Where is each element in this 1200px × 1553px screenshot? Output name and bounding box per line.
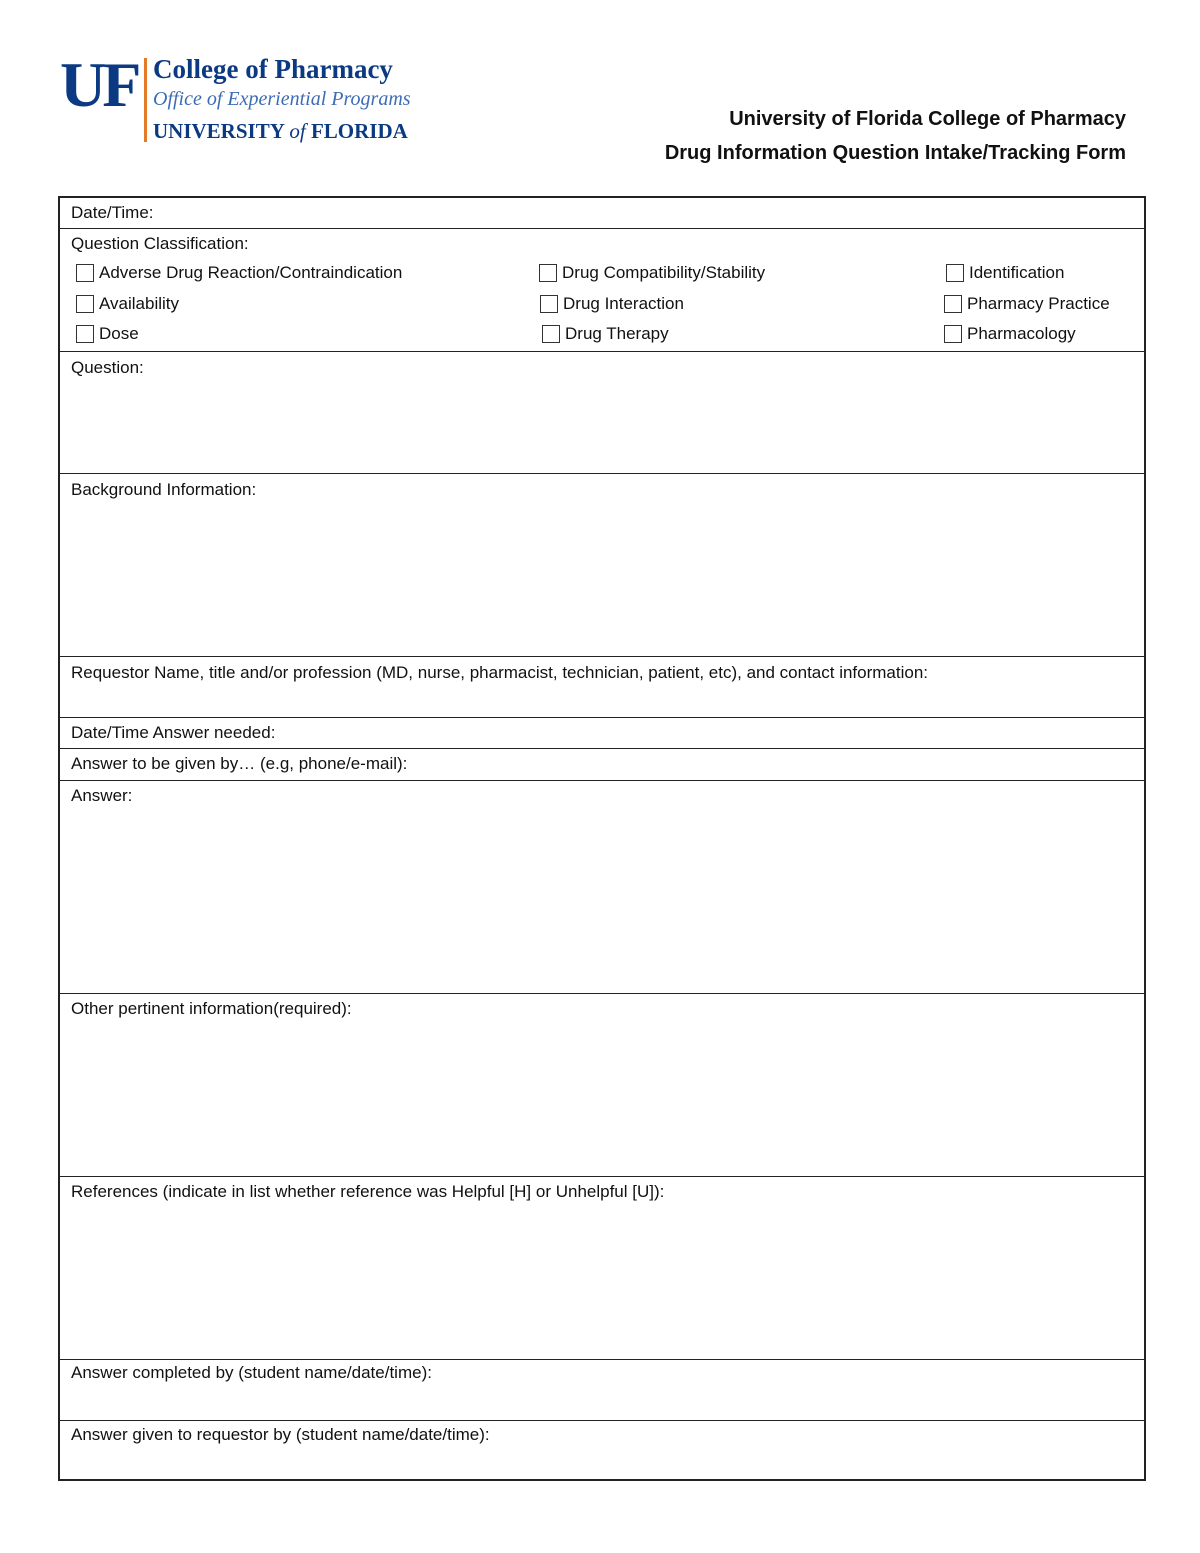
checkbox-box[interactable] [76, 295, 94, 313]
answer-method-field[interactable] [60, 749, 1144, 781]
question-field[interactable] [60, 352, 1144, 474]
uf-logo-mark: UF [60, 49, 138, 120]
references-field[interactable] [60, 1177, 1144, 1360]
header-institution-title: University of Florida College of Pharmacy [729, 108, 1126, 130]
checkbox-identification[interactable] [946, 262, 1064, 284]
checkbox-box[interactable] [76, 264, 94, 282]
checkbox-drug-compatibility[interactable] [539, 262, 765, 284]
given-by-field[interactable] [60, 1421, 1144, 1479]
checkbox-box[interactable] [539, 264, 557, 282]
checkbox-drug-therapy[interactable] [542, 323, 669, 345]
header-form-title: Drug Information Question Intake/Tracking Form [664, 142, 1126, 164]
checkbox-box[interactable] [76, 325, 94, 343]
question-label: Question: [71, 358, 144, 377]
date-time-needed-label: Date/Time Answer needed: [71, 723, 276, 742]
logo-university-name: UNIVERSITY of FLORIDA [153, 119, 408, 143]
logo-divider [144, 58, 147, 142]
question-classification-section [60, 229, 1144, 352]
checkbox-label: Availability [99, 294, 180, 313]
checkbox-box[interactable] [540, 295, 558, 313]
requestor-field[interactable] [60, 657, 1144, 718]
date-time-field[interactable] [60, 198, 1144, 229]
checkbox-box[interactable] [542, 325, 560, 343]
checkbox-label: Identification [969, 263, 1065, 282]
checkbox-dose[interactable] [76, 323, 139, 345]
logo-college-name: College of Pharmacy [153, 54, 393, 84]
answer-label: Answer: [71, 786, 133, 805]
checkbox-label: Drug Interaction [563, 294, 684, 313]
form-header [665, 102, 1126, 170]
checkbox-adverse-drug-reaction[interactable] [76, 262, 402, 284]
answer-method-label: Answer to be given by… (e.g, phone/e-mail): [71, 754, 408, 773]
intake-form [58, 196, 1146, 1481]
checkbox-box[interactable] [944, 295, 962, 313]
checkbox-label: Pharmacy Practice [967, 294, 1110, 313]
checkbox-availability[interactable] [76, 293, 179, 315]
background-information-field[interactable] [60, 474, 1144, 657]
other-info-label: Other pertinent information(required): [71, 999, 352, 1018]
checkbox-label: Drug Compatibility/Stability [562, 263, 766, 282]
date-time-label: Date/Time: [71, 203, 154, 222]
date-time-needed-field[interactable] [60, 718, 1144, 749]
checkbox-box[interactable] [944, 325, 962, 343]
logo-office-name: Office of Experiential Programs [153, 88, 411, 110]
checkbox-pharmacology[interactable] [944, 323, 1076, 345]
background-label: Background Information: [71, 480, 257, 499]
checkbox-label: Adverse Drug Reaction/Contraindication [99, 263, 403, 282]
completed-by-field[interactable] [60, 1360, 1144, 1421]
uf-logo [60, 49, 430, 146]
requestor-label: Requestor Name, title and/or profession (MD, nurse, pharmacist, technician, patient, etc), and contact information: [71, 663, 929, 682]
answer-field[interactable] [60, 781, 1144, 994]
checkbox-label: Drug Therapy [565, 324, 669, 343]
other-info-field[interactable] [60, 994, 1144, 1177]
checkbox-box[interactable] [946, 264, 964, 282]
completed-by-label: Answer completed by (student name/date/time): [71, 1363, 432, 1382]
checkbox-drug-interaction[interactable] [540, 293, 684, 315]
classification-label: Question Classification: [71, 234, 249, 253]
checkbox-label: Pharmacology [967, 324, 1076, 343]
checkbox-pharmacy-practice[interactable] [944, 293, 1110, 315]
given-by-label: Answer given to requestor by (student name/date/time): [71, 1425, 490, 1444]
checkbox-label: Dose [99, 324, 139, 343]
references-label: References (indicate in list whether reference was Helpful [H] or Unhelpful [U]): [71, 1182, 665, 1201]
